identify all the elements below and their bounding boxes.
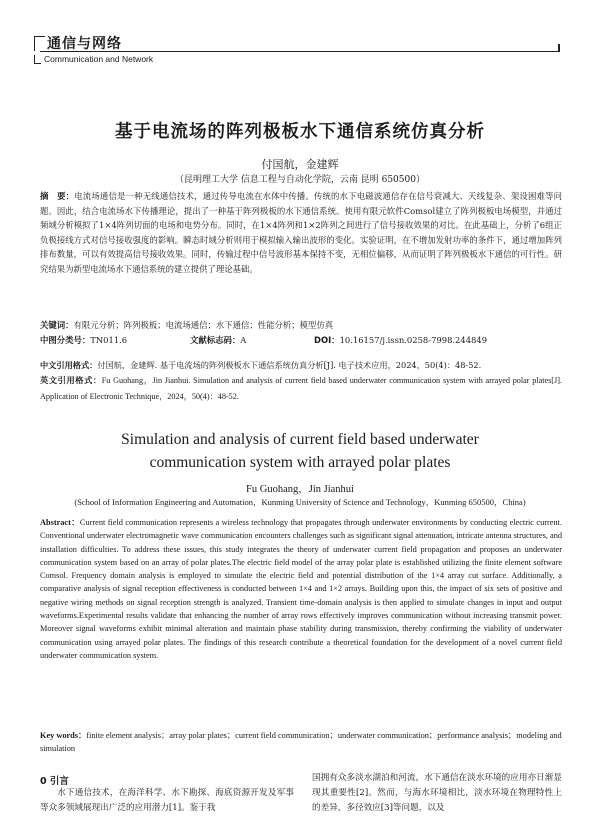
keywords-cn-text: 有限元分析；阵列极板；电流场通信；水下通信；性能分析；模型仿真: [73, 320, 334, 330]
doi-label: DOI：: [314, 335, 340, 345]
abstract-en: [40, 516, 562, 662]
citation-en: [40, 373, 562, 404]
authors-en: Fu Guohang，Jin Jianhui: [246, 484, 354, 495]
doi-value: 10.16157/j.issn.0258-7998.244849: [339, 335, 488, 345]
intro-right-column: 国拥有众多淡水湖泊和河流，水下通信在淡水环境的应用亦日渐显现其重要性[2]。然而，与海水环境相比，淡水环境在物理特性上的差异，多径效应[3]等问题，以及: [312, 773, 562, 813]
header-bracket-top: [34, 36, 45, 51]
keywords-cn: [40, 318, 562, 333]
keywords-en-label: Key words：: [40, 731, 87, 740]
authors-cn: 付国航，金建辉: [261, 158, 339, 171]
abstract-cn-label: 摘 要：: [40, 191, 75, 201]
paper-title-en-line2: communication system with arrayed polar plates: [149, 454, 451, 471]
clc-value: TN011.6: [90, 335, 128, 345]
abstract-cn: [40, 189, 562, 277]
abstract-en-label: Abstract：: [40, 518, 80, 527]
affiliation-cn: （昆明理工大学 信息工程与自动化学院，云南 昆明 650500）: [175, 175, 425, 185]
doi-line: [314, 334, 487, 346]
header-bracket-bottom: [34, 55, 41, 64]
header-rule: [40, 51, 560, 52]
clc-line: [40, 334, 127, 346]
paper-title-en: [0, 428, 600, 474]
citation-en-label: 英文引用格式：: [40, 375, 102, 385]
keywords-en-text: finite element analysis；array polar plates；current field communication；underwater communication；performance analysis；modeling and simulation: [40, 731, 562, 754]
citation-cn-text: 付国航，金建辉. 基于电流场的阵列极板水下通信系统仿真分析[J]. 电子技术应用，2024，50(4)：48-52.: [97, 360, 482, 370]
doc-code-label: 文献标志码：: [190, 335, 241, 345]
citation-en-text: Fu Guohang，Jin Jianhui. Simulation and analysis of current field based underwater communication system with arrayed polar plates[J]. Application of Electronic Technique，2024，50(4)：48-52.: [40, 376, 562, 401]
abstract-en-text: Current field communication represents a wireless technology that propagates through underwater environments by conducting electric current. Conventional underwater electromagnetic wave communication encounters challenges such as significant signal attenuation, intricate antenna structures, and installation difficulties. To address these issues, this study integrates the theory of underwater current field propagation and proposes an underwater communication system based on an array of polar plates.The electric field model of the array polar plate is established utilizing the finite element software Comsol. Frequency domain analysis is employed to simulate the electric field and potential distribution of the 1×4 array cut surface. Additionally, a comparative analysis of signal reception effectiveness is conducted between 1×4 and 1×2 arrays. Building upon this, the impact of six sets of positive and negative wiring methods on signal reception strength is analyzed. Transient time-domain analysis is then applied to simulate changes in input and output waveforms.Experimental results validate that enhancing the number of array rows effectively improves communication without increasing transmit power. Moreover signal waveforms exhibit minimal alteration and maintain phase stability during transmission, thereby confirming the viability of underwater communication using arrayed polar plates. The findings of this research contribute a theoretical foundation for the development of a novel current field underwater communication system.: [40, 518, 562, 660]
doc-code-value: A: [240, 335, 247, 345]
journal-section-en: Communication and Network: [44, 54, 154, 64]
paper-title-cn: 基于电流场的阵列极板水下通信系统仿真分析: [115, 122, 485, 142]
intro-left-column: 水下通信技术，在海洋科学、水下勘探、海底资源开发及军事等众多领域展现出广泛的应用潜力[1]。鉴于我: [40, 788, 294, 813]
affiliation-en: (School of Information Engineering and Automation，Kunming University of Science and Technology，Kunming 650500，China): [74, 497, 526, 507]
doc-code-line: [190, 334, 246, 346]
header-rule-end: [558, 44, 560, 52]
paper-title-en-line1: Simulation and analysis of current field based underwater: [121, 431, 479, 448]
section-heading-intro: 0 引言: [40, 776, 69, 787]
abstract-cn-text: 电流场通信是一种无线通信技术，通过传导电流在水体中传播。传统的水下电磁波通信存在信号衰减大、天线复杂、架设困难等问题。因此，结合电流场水下传播理论，提出了一种基于阵列极板的水下通信系统。使用有限元软件Comsol建立了阵列极板电场模型，并通过频域分析模拟了1×4阵列切面的电场和电势分布。同时，在1×4阵列和1×2阵列之间进行了信号接收效果的对比。在此基础上，分析了6组正负极接线方式对信号接收强度的影响。瞬态时域分析则用于模拟输入输出波形的变化。实验证明，在不增加发射功率的条件下，通过增加阵列排布数量，可以有效提高信号接收效果。同时，传输过程中信号波形基本保持不变，无相位偏移，从而证明了阵列极板水下通信的可行性。研究结果为新型电流场水下通信系统的建立提供了理论基础。: [40, 191, 563, 274]
keywords-cn-label: 关键词：: [40, 320, 74, 330]
journal-section-cn: 通信与网络: [47, 36, 122, 52]
keywords-en: [40, 729, 562, 756]
citation-cn-label: 中文引用格式：: [40, 360, 98, 370]
clc-label: 中图分类号：: [40, 335, 91, 345]
citation-cn: [40, 358, 562, 373]
